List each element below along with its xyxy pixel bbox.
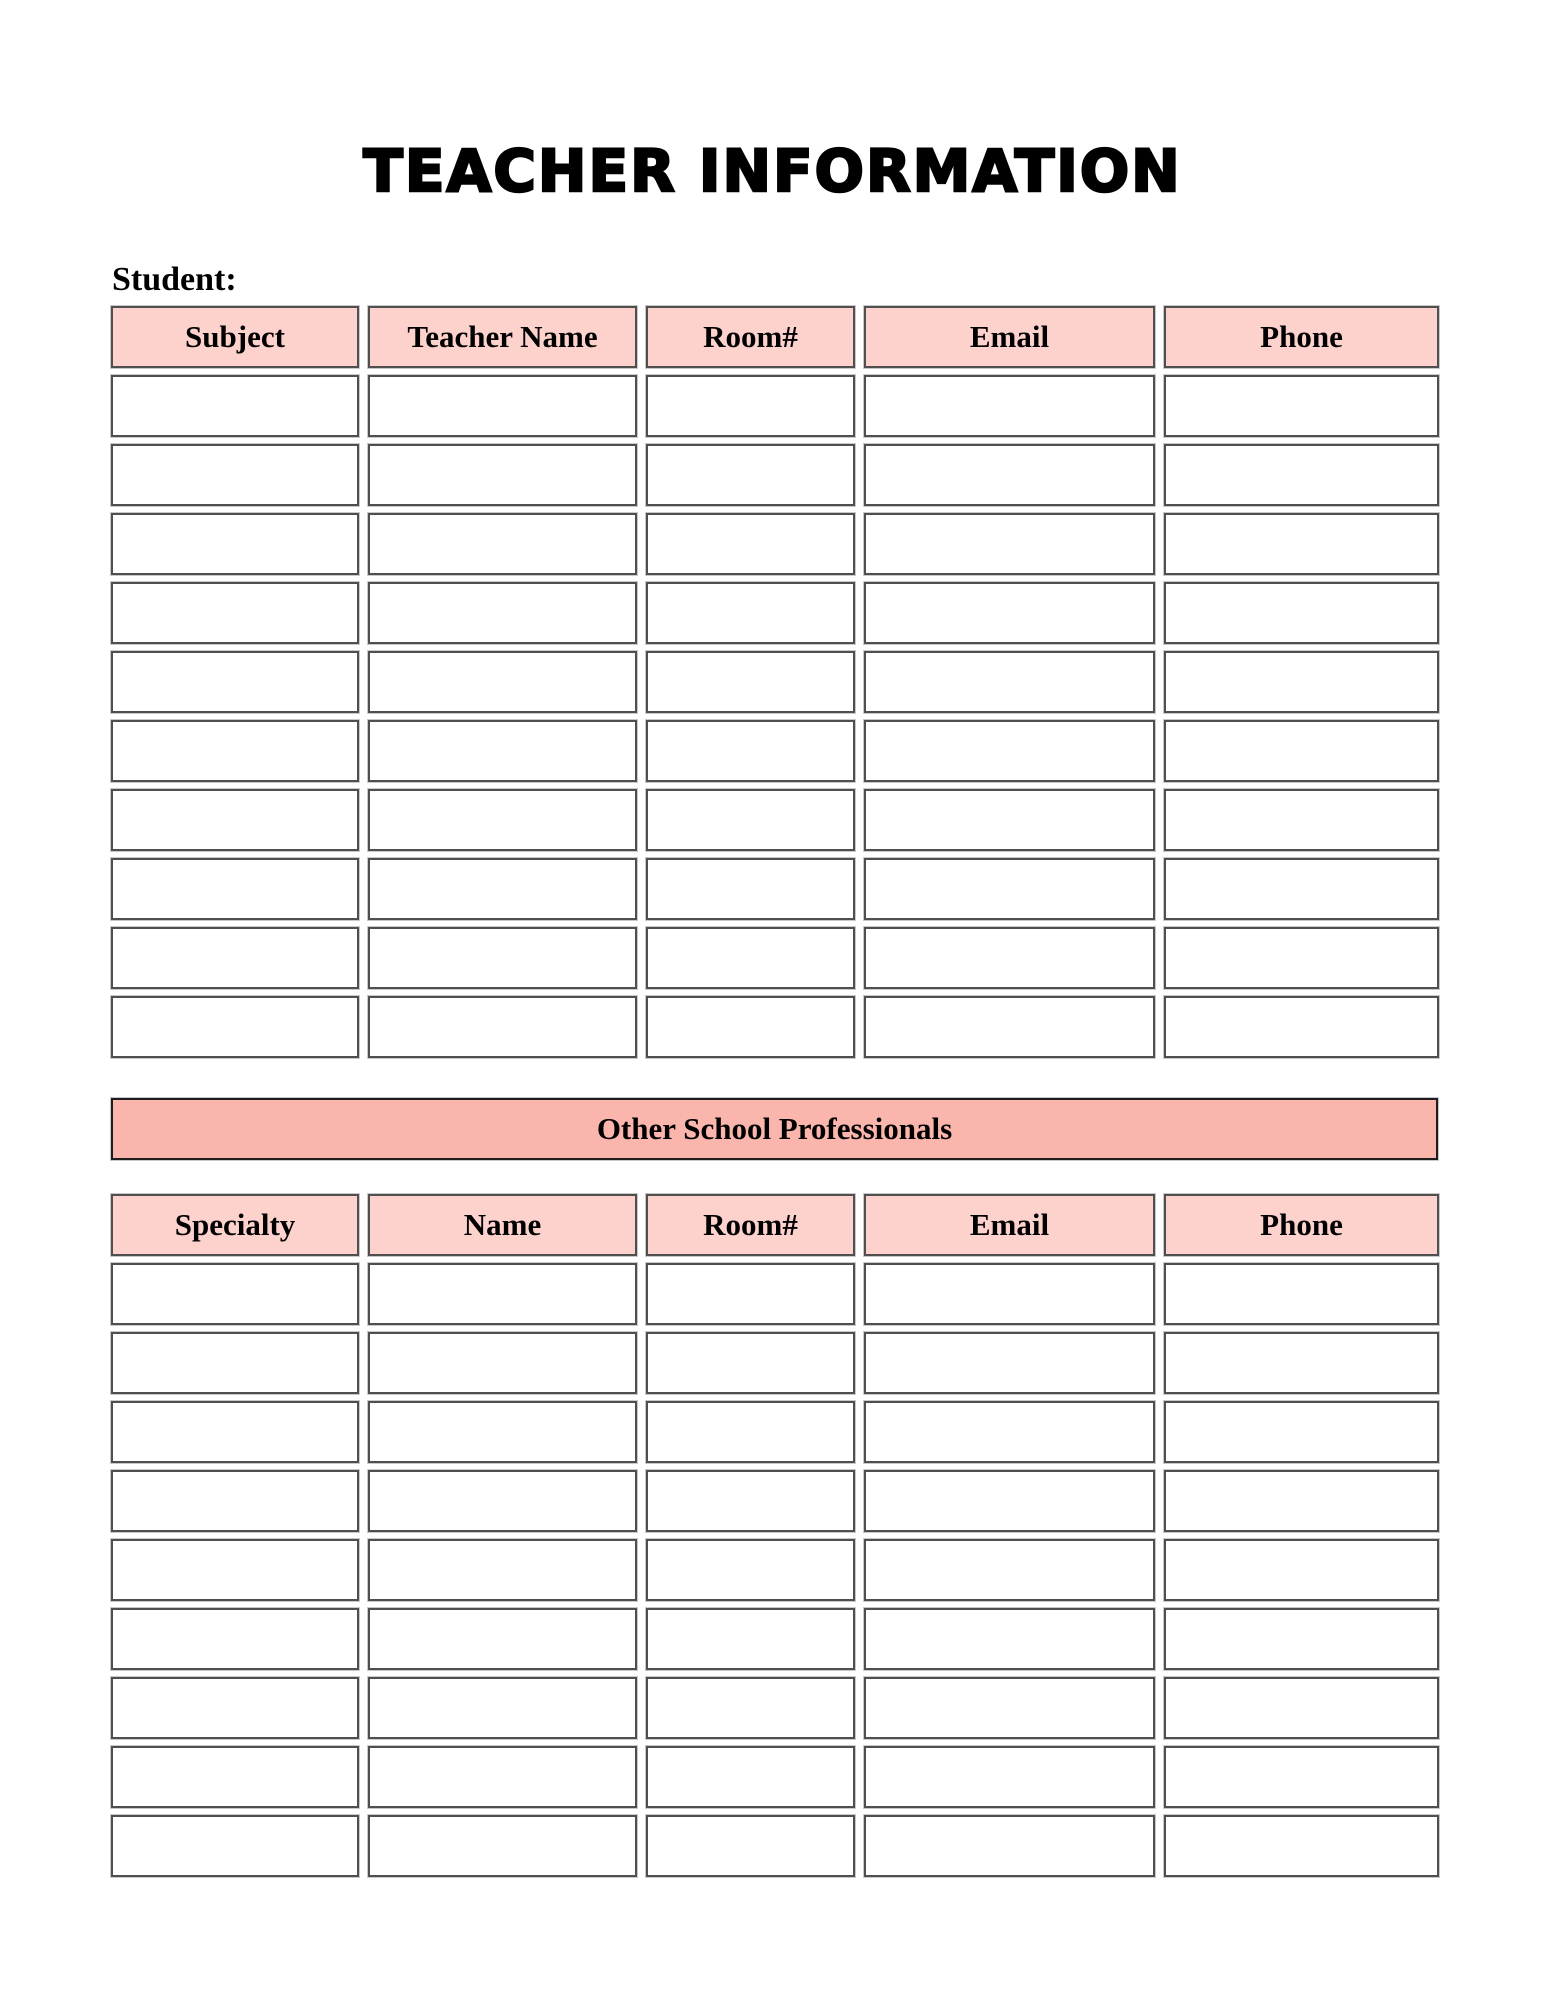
- table-cell[interactable]: [368, 1263, 637, 1325]
- table-cell[interactable]: [368, 582, 637, 644]
- teacher-table: [111, 306, 1439, 1058]
- table-cell[interactable]: [1164, 513, 1439, 575]
- column-header: Email: [864, 1194, 1155, 1256]
- column-header: Phone: [1164, 1194, 1439, 1256]
- professionals-table: [111, 1194, 1439, 1877]
- column-header: Room#: [646, 1194, 855, 1256]
- table-cell[interactable]: [1164, 789, 1439, 851]
- table-cell[interactable]: [368, 1332, 637, 1394]
- table-cell[interactable]: [368, 996, 637, 1058]
- table-cell[interactable]: [111, 1332, 359, 1394]
- table-cell[interactable]: [864, 1539, 1155, 1601]
- table-cell[interactable]: [1164, 1677, 1439, 1739]
- table-cell[interactable]: [368, 789, 637, 851]
- section-banner: Other School Professionals: [111, 1098, 1438, 1160]
- table-cell[interactable]: [646, 996, 855, 1058]
- table-cell[interactable]: [646, 375, 855, 437]
- column-header: Specialty: [111, 1194, 359, 1256]
- table-cell[interactable]: [646, 1263, 855, 1325]
- table-cell[interactable]: [368, 375, 637, 437]
- column-header: Subject: [111, 306, 359, 368]
- column-header: Email: [864, 306, 1155, 368]
- table-cell[interactable]: [1164, 1608, 1439, 1670]
- table-cell[interactable]: [368, 1539, 637, 1601]
- table-cell[interactable]: [368, 927, 637, 989]
- table-cell[interactable]: [646, 1332, 855, 1394]
- table-cell[interactable]: [111, 375, 359, 437]
- table-cell[interactable]: [646, 720, 855, 782]
- student-row: [112, 250, 771, 299]
- table-cell[interactable]: [111, 1746, 359, 1808]
- student-name-field[interactable]: [251, 250, 771, 290]
- table-cell[interactable]: [646, 927, 855, 989]
- table-cell[interactable]: [1164, 1332, 1439, 1394]
- table-cell[interactable]: [646, 858, 855, 920]
- table-cell[interactable]: [368, 720, 637, 782]
- table-cell[interactable]: [1164, 858, 1439, 920]
- table-cell[interactable]: [1164, 1746, 1439, 1808]
- table-cell[interactable]: [864, 1815, 1155, 1877]
- table-cell[interactable]: [864, 444, 1155, 506]
- table-cell[interactable]: [864, 789, 1155, 851]
- table-cell[interactable]: [864, 1746, 1155, 1808]
- table-cell[interactable]: [368, 1746, 637, 1808]
- table-cell[interactable]: [646, 1677, 855, 1739]
- table-cell[interactable]: [368, 513, 637, 575]
- table-cell[interactable]: [368, 1815, 637, 1877]
- table-cell[interactable]: [864, 1263, 1155, 1325]
- table-cell[interactable]: [864, 582, 1155, 644]
- table-cell[interactable]: [1164, 444, 1439, 506]
- table-cell[interactable]: [1164, 927, 1439, 989]
- table-cell[interactable]: [646, 582, 855, 644]
- column-header: Phone: [1164, 306, 1439, 368]
- table-cell[interactable]: [1164, 720, 1439, 782]
- table-cell[interactable]: [646, 1401, 855, 1463]
- table-cell[interactable]: [111, 1401, 359, 1463]
- table-cell[interactable]: [1164, 1539, 1439, 1601]
- table-cell[interactable]: [646, 789, 855, 851]
- column-header: Name: [368, 1194, 637, 1256]
- table-cell[interactable]: [1164, 651, 1439, 713]
- table-cell[interactable]: [368, 1677, 637, 1739]
- table-cell[interactable]: [111, 1263, 359, 1325]
- table-cell[interactable]: [111, 651, 359, 713]
- table-cell[interactable]: [111, 789, 359, 851]
- column-header: Room#: [646, 306, 855, 368]
- table-cell[interactable]: [864, 1332, 1155, 1394]
- table-cell[interactable]: [111, 927, 359, 989]
- table-cell[interactable]: [1164, 375, 1439, 437]
- table-cell[interactable]: [368, 1608, 637, 1670]
- table-cell[interactable]: [1164, 996, 1439, 1058]
- table-cell[interactable]: [111, 720, 359, 782]
- table-cell[interactable]: [646, 651, 855, 713]
- table-cell[interactable]: [864, 1401, 1155, 1463]
- table-cell[interactable]: [646, 1815, 855, 1877]
- table-cell[interactable]: [864, 927, 1155, 989]
- table-cell[interactable]: [864, 1608, 1155, 1670]
- table-cell[interactable]: [368, 651, 637, 713]
- table-cell[interactable]: [864, 375, 1155, 437]
- table-cell[interactable]: [864, 651, 1155, 713]
- table-cell[interactable]: [646, 1608, 855, 1670]
- table-cell[interactable]: [646, 1470, 855, 1532]
- table-cell[interactable]: [646, 1539, 855, 1601]
- student-label: Student:: [112, 261, 237, 298]
- table-cell[interactable]: [111, 582, 359, 644]
- table-cell[interactable]: [368, 444, 637, 506]
- table-cell[interactable]: [111, 444, 359, 506]
- table-cell[interactable]: [864, 513, 1155, 575]
- table-cell[interactable]: [368, 1470, 637, 1532]
- table-cell[interactable]: [111, 996, 359, 1058]
- table-cell[interactable]: [864, 996, 1155, 1058]
- table-cell[interactable]: [111, 1470, 359, 1532]
- table-cell[interactable]: [646, 444, 855, 506]
- table-cell[interactable]: [864, 858, 1155, 920]
- table-cell[interactable]: [1164, 1470, 1439, 1532]
- page-title: TEACHER INFORMATION: [363, 136, 1182, 205]
- table-cell[interactable]: [111, 1677, 359, 1739]
- table-cell[interactable]: [1164, 1401, 1439, 1463]
- table-cell[interactable]: [111, 513, 359, 575]
- column-header: Teacher Name: [368, 306, 637, 368]
- table-cell[interactable]: [864, 1470, 1155, 1532]
- table-cell[interactable]: [864, 720, 1155, 782]
- table-cell[interactable]: [1164, 1815, 1439, 1877]
- table-cell[interactable]: [111, 1815, 359, 1877]
- table-cell[interactable]: [646, 513, 855, 575]
- table-cell[interactable]: [111, 1539, 359, 1601]
- table-cell[interactable]: [111, 1608, 359, 1670]
- table-cell[interactable]: [1164, 582, 1439, 644]
- table-cell[interactable]: [368, 858, 637, 920]
- table-cell[interactable]: [864, 1677, 1155, 1739]
- table-cell[interactable]: [111, 858, 359, 920]
- table-cell[interactable]: [1164, 1263, 1439, 1325]
- table-cell[interactable]: [646, 1746, 855, 1808]
- table-cell[interactable]: [368, 1401, 637, 1463]
